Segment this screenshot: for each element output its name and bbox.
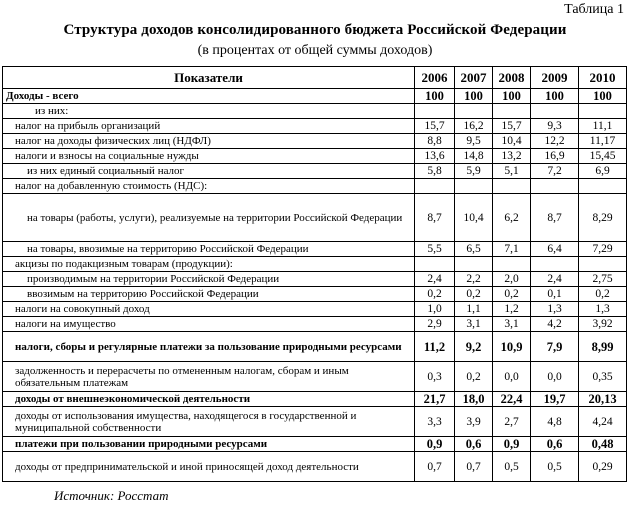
cell-value <box>455 179 493 194</box>
cell-value: 100 <box>415 89 455 104</box>
cell-value: 100 <box>579 89 627 104</box>
cell-value: 10,9 <box>493 332 531 362</box>
table-row <box>3 362 627 392</box>
row-label: из них: <box>3 104 415 119</box>
cell-value <box>415 257 455 272</box>
cell-value: 8,8 <box>415 134 455 149</box>
row-label: налог на добавленную стоимость (НДС): <box>3 179 415 194</box>
table-row <box>3 287 627 302</box>
table-row <box>3 332 627 362</box>
cell-value: 6,2 <box>493 194 531 242</box>
header-indicator: Показатели <box>3 67 415 89</box>
table-row <box>3 452 627 482</box>
cell-value: 2,9 <box>415 317 455 332</box>
table-number: Таблица 1 <box>564 2 624 17</box>
table-row <box>3 257 627 272</box>
row-label: доходы от предпринимательской и иной приносящей доход деятельности <box>3 452 415 482</box>
header-year: 2008 <box>493 67 531 89</box>
cell-value: 5,1 <box>493 164 531 179</box>
cell-value: 0,6 <box>455 437 493 452</box>
cell-value: 21,7 <box>415 392 455 407</box>
cell-value <box>415 179 455 194</box>
cell-value: 1,2 <box>493 302 531 317</box>
cell-value: 0,6 <box>531 437 579 452</box>
cell-value: 3,92 <box>579 317 627 332</box>
header-year: 2010 <box>579 67 627 89</box>
cell-value: 3,1 <box>455 317 493 332</box>
cell-value: 0,7 <box>455 452 493 482</box>
cell-value: 13,2 <box>493 149 531 164</box>
row-label: акцизы по подакцизным товарам (продукции): <box>3 257 415 272</box>
cell-value <box>415 104 455 119</box>
cell-value: 0,3 <box>415 362 455 392</box>
cell-value: 19,7 <box>531 392 579 407</box>
cell-value: 2,4 <box>415 272 455 287</box>
cell-value: 100 <box>531 89 579 104</box>
cell-value: 2,75 <box>579 272 627 287</box>
header-year: 2006 <box>415 67 455 89</box>
cell-value: 1,0 <box>415 302 455 317</box>
row-label: доходы от использования имущества, находящегося в государственной и муниципальной собственности <box>3 407 415 437</box>
cell-value: 11,1 <box>579 119 627 134</box>
cell-value: 8,7 <box>415 194 455 242</box>
cell-value: 100 <box>493 89 531 104</box>
cell-value: 7,2 <box>531 164 579 179</box>
cell-value: 0,35 <box>579 362 627 392</box>
cell-value: 0,5 <box>531 452 579 482</box>
cell-value <box>493 104 531 119</box>
cell-value: 18,0 <box>455 392 493 407</box>
cell-value <box>493 257 531 272</box>
table-subtitle: (в процентах от общей суммы доходов) <box>197 43 433 58</box>
cell-value: 8,99 <box>579 332 627 362</box>
cell-value: 12,2 <box>531 134 579 149</box>
table-row <box>3 392 627 407</box>
table-row <box>3 302 627 317</box>
cell-value: 0,2 <box>455 362 493 392</box>
cell-value: 6,9 <box>579 164 627 179</box>
row-label: ввозимым на территорию Российской Федерации <box>3 287 415 302</box>
cell-value: 2,2 <box>455 272 493 287</box>
cell-value: 8,7 <box>531 194 579 242</box>
cell-value: 15,7 <box>493 119 531 134</box>
cell-value: 0,9 <box>415 437 455 452</box>
cell-value: 22,4 <box>493 392 531 407</box>
cell-value <box>455 104 493 119</box>
cell-value: 0,9 <box>493 437 531 452</box>
revenue-structure-table <box>2 66 627 482</box>
row-label: Доходы - всего <box>3 89 415 104</box>
table-row <box>3 164 627 179</box>
cell-value: 9,3 <box>531 119 579 134</box>
row-label: налоги на имущество <box>3 317 415 332</box>
row-label: на товары, ввозимые на территорию Российской Федерации <box>3 242 415 257</box>
cell-value: 5,9 <box>455 164 493 179</box>
cell-value: 9,5 <box>455 134 493 149</box>
row-label: из них единый социальный налог <box>3 164 415 179</box>
cell-value: 4,24 <box>579 407 627 437</box>
cell-value: 100 <box>455 89 493 104</box>
table-row <box>3 407 627 437</box>
cell-value: 0,48 <box>579 437 627 452</box>
cell-value <box>579 179 627 194</box>
row-label: налог на прибыль организаций <box>3 119 415 134</box>
cell-value: 7,29 <box>579 242 627 257</box>
table-row <box>3 242 627 257</box>
cell-value: 2,7 <box>493 407 531 437</box>
row-label: на товары (работы, услуги), реализуемые на территории Российской Федерации <box>3 194 415 242</box>
row-label: доходы от внешнеэкономической деятельности <box>3 392 415 407</box>
cell-value <box>455 257 493 272</box>
cell-value <box>579 104 627 119</box>
cell-value <box>531 257 579 272</box>
table-row <box>3 134 627 149</box>
row-label: налоги на совокупный доход <box>3 302 415 317</box>
cell-value: 5,8 <box>415 164 455 179</box>
table-row <box>3 317 627 332</box>
cell-value: 10,4 <box>493 134 531 149</box>
table-row <box>3 89 627 104</box>
row-label: производимым на территории Российской Федерации <box>3 272 415 287</box>
row-label: налоги, сборы и регулярные платежи за пользование природными ресурсами <box>3 332 415 362</box>
cell-value: 16,2 <box>455 119 493 134</box>
cell-value: 0,2 <box>579 287 627 302</box>
cell-value: 8,29 <box>579 194 627 242</box>
header-year: 2009 <box>531 67 579 89</box>
cell-value: 0,2 <box>415 287 455 302</box>
cell-value <box>531 179 579 194</box>
cell-value <box>493 179 531 194</box>
cell-value: 0,2 <box>455 287 493 302</box>
cell-value: 9,2 <box>455 332 493 362</box>
table-row <box>3 119 627 134</box>
cell-value: 0,0 <box>493 362 531 392</box>
cell-value: 0,29 <box>579 452 627 482</box>
cell-value: 0,5 <box>493 452 531 482</box>
cell-value: 0,0 <box>531 362 579 392</box>
cell-value: 6,4 <box>531 242 579 257</box>
cell-value: 10,4 <box>455 194 493 242</box>
cell-value: 6,5 <box>455 242 493 257</box>
cell-value: 3,1 <box>493 317 531 332</box>
cell-value: 1,1 <box>455 302 493 317</box>
table-header-row <box>3 67 627 89</box>
cell-value: 15,45 <box>579 149 627 164</box>
cell-value: 2,0 <box>493 272 531 287</box>
cell-value: 3,3 <box>415 407 455 437</box>
row-label: налог на доходы физических лиц (НДФЛ) <box>3 134 415 149</box>
cell-value: 7,9 <box>531 332 579 362</box>
cell-value: 0,1 <box>531 287 579 302</box>
table-row <box>3 437 627 452</box>
cell-value: 11,17 <box>579 134 627 149</box>
row-label: платежи при пользовании природными ресурсами <box>3 437 415 452</box>
table-row <box>3 104 627 119</box>
cell-value: 7,1 <box>493 242 531 257</box>
table-row <box>3 194 627 242</box>
cell-value: 3,9 <box>455 407 493 437</box>
cell-value: 0,2 <box>493 287 531 302</box>
cell-value: 4,2 <box>531 317 579 332</box>
cell-value <box>531 104 579 119</box>
cell-value <box>579 257 627 272</box>
cell-value: 1,3 <box>579 302 627 317</box>
cell-value: 2,4 <box>531 272 579 287</box>
cell-value: 16,9 <box>531 149 579 164</box>
source-note: Источник: Росстат <box>54 488 169 503</box>
cell-value: 13,6 <box>415 149 455 164</box>
table-title: Структура доходов консолидированного бюджета Российской Федерации <box>63 22 567 38</box>
cell-value: 15,7 <box>415 119 455 134</box>
cell-value: 0,7 <box>415 452 455 482</box>
row-label: задолженность и перерасчеты по отмененным налогам, сборам и иным обязательным платежам <box>3 362 415 392</box>
table-row <box>3 272 627 287</box>
header-year: 2007 <box>455 67 493 89</box>
cell-value: 5,5 <box>415 242 455 257</box>
cell-value: 11,2 <box>415 332 455 362</box>
row-label: налоги и взносы на социальные нужды <box>3 149 415 164</box>
cell-value: 1,3 <box>531 302 579 317</box>
table-row <box>3 179 627 194</box>
cell-value: 14,8 <box>455 149 493 164</box>
table-row <box>3 149 627 164</box>
cell-value: 20,13 <box>579 392 627 407</box>
cell-value: 4,8 <box>531 407 579 437</box>
